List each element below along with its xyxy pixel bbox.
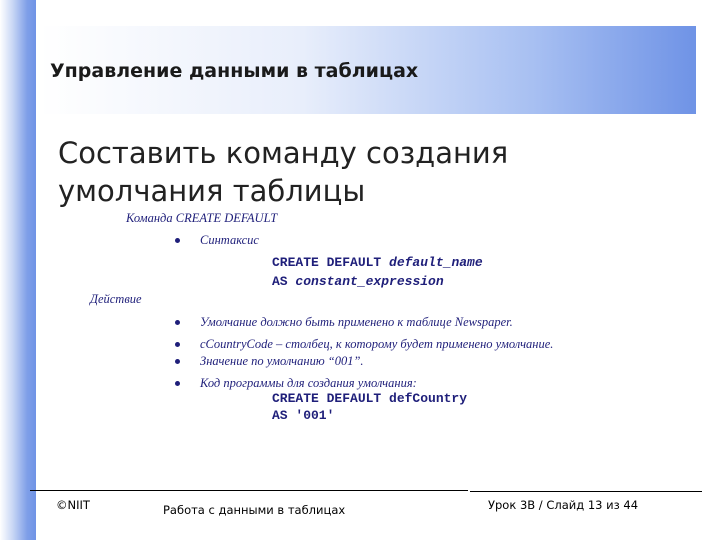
syntax-label: Синтаксис bbox=[200, 233, 259, 247]
bullet-icon bbox=[175, 381, 180, 386]
code-line-1: CREATE DEFAULT defCountry bbox=[272, 391, 468, 406]
left-decorative-bar bbox=[0, 0, 36, 540]
slide-heading: Составить команду создания умолчания таблицы bbox=[58, 136, 509, 208]
syntax-keyword-1: CREATE DEFAULT bbox=[272, 255, 382, 270]
syntax-line-1 bbox=[272, 255, 483, 270]
syntax-argument-1: default_name bbox=[389, 255, 483, 270]
bullet-icon bbox=[175, 342, 180, 347]
slide-title: Управление данными в таблицах bbox=[50, 60, 419, 82]
bullet-icon bbox=[175, 320, 180, 325]
syntax-line-2 bbox=[272, 274, 444, 289]
action-bullet-2: cCountryCode – столбец, к которому будет применено умолчание. bbox=[200, 337, 554, 351]
syntax-keyword-2: AS bbox=[272, 274, 288, 289]
command-label: Команда CREATE DEFAULT bbox=[126, 211, 278, 225]
footer-copyright: ©NIIT bbox=[56, 498, 90, 512]
code-line-2: AS '001' bbox=[272, 408, 335, 423]
footer-divider-right bbox=[470, 491, 702, 492]
footer-divider-left bbox=[30, 490, 468, 491]
footer-center-title: Работа с данными в таблицах bbox=[163, 503, 346, 517]
action-bullet-3: Значение по умолчанию “001”. bbox=[200, 354, 364, 368]
action-label: Действие bbox=[90, 292, 142, 306]
action-bullet-1: Умолчание должно быть применено к таблице Newspaper. bbox=[200, 315, 513, 329]
bullet-icon bbox=[175, 359, 180, 364]
action-bullet-4: Код программы для создания умолчания: bbox=[200, 376, 417, 390]
syntax-argument-2: constant_expression bbox=[295, 274, 444, 289]
bullet-icon bbox=[175, 238, 180, 243]
footer-slide-counter: Урок 3B / Слайд 13 из 44 bbox=[488, 498, 639, 512]
